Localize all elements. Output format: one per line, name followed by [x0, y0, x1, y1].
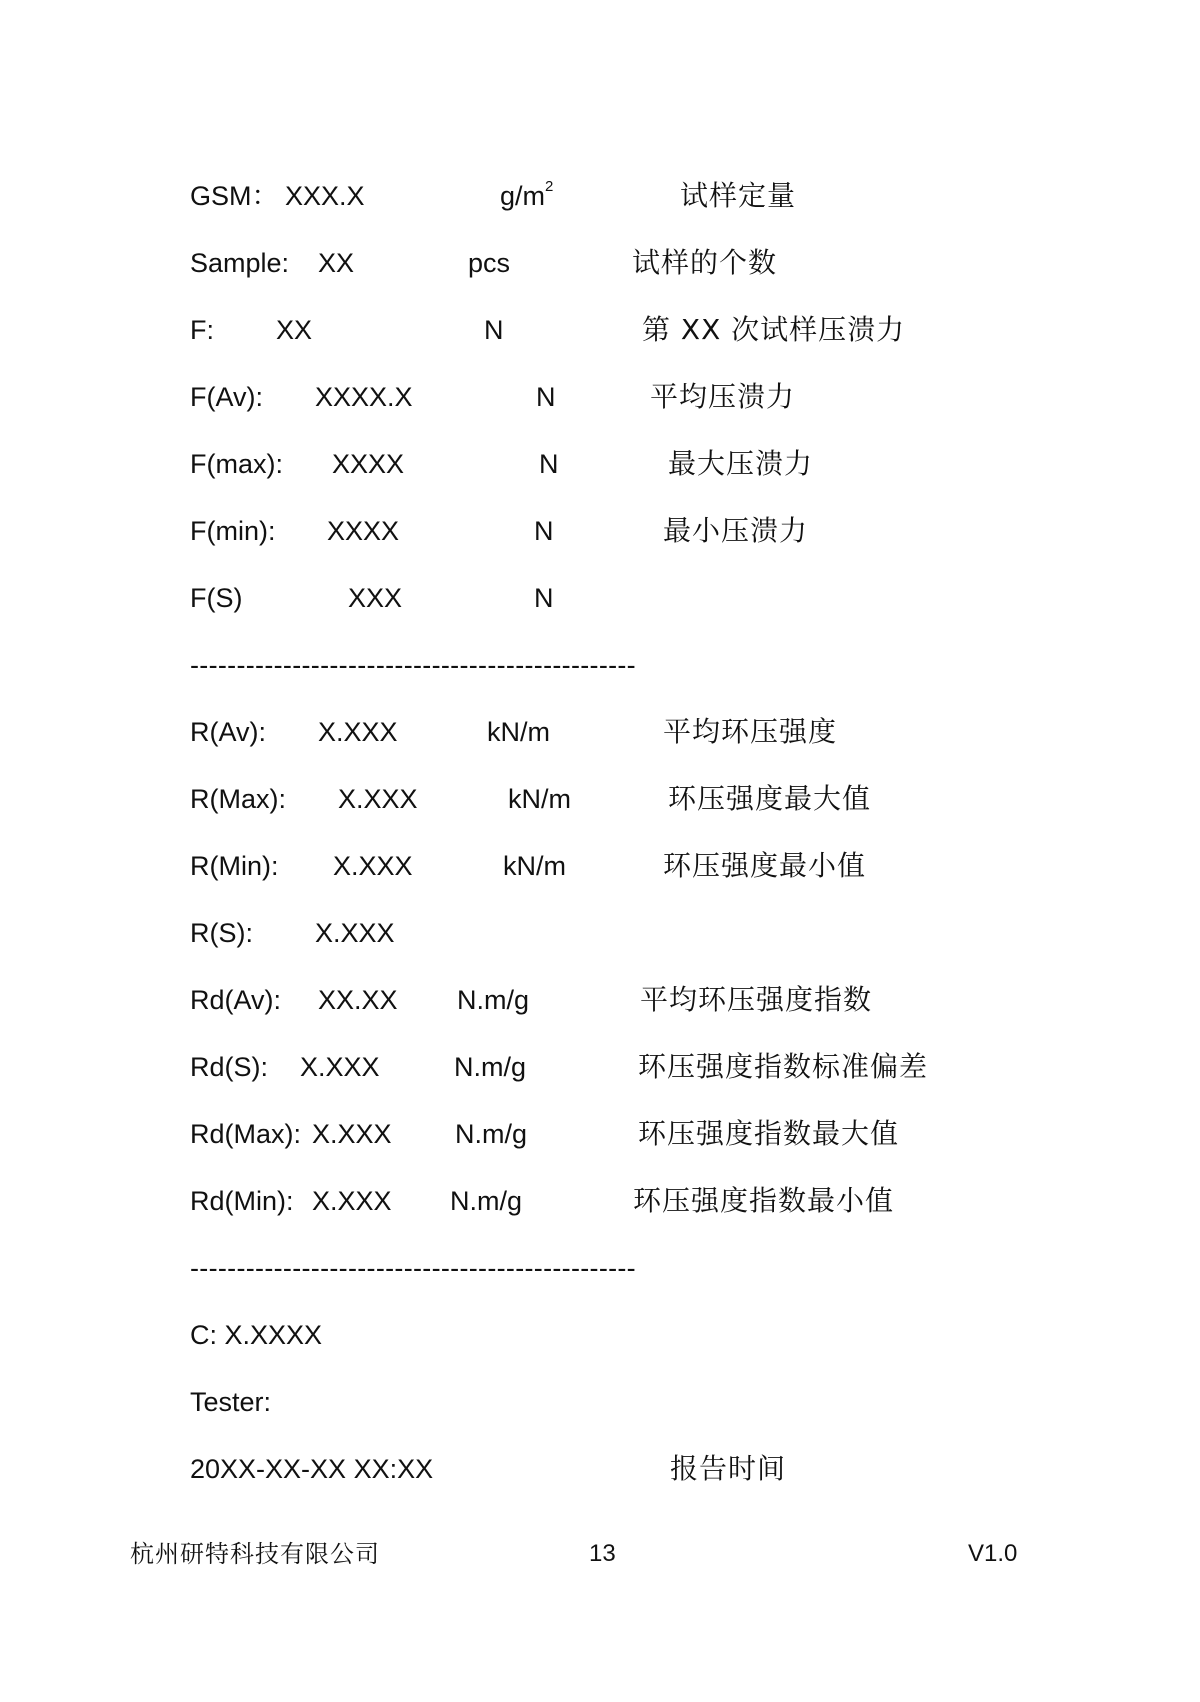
section-divider-1: ------------------------------------------------	[190, 650, 636, 680]
field-unit: N	[484, 315, 504, 345]
field-unit: N	[534, 516, 554, 546]
field-label: Rd(Min):	[190, 1186, 294, 1216]
field-label: Rd(Av):	[190, 985, 282, 1015]
footer-company: 杭州研特科技有限公司	[130, 1540, 380, 1568]
section-divider-2: ------------------------------------------------	[190, 1253, 636, 1283]
footer-page-number: 13	[589, 1540, 616, 1567]
field-description: 环压强度最大值	[668, 782, 872, 815]
field-description: 环压强度指数最大值	[638, 1117, 900, 1150]
field-unit: N	[536, 382, 556, 412]
field-label: Rd(S):	[190, 1052, 269, 1082]
field-value: XXX.X	[285, 181, 365, 211]
field-label: R(Min):	[190, 851, 279, 881]
field-unit: kN/m	[508, 784, 571, 814]
tester-label: Tester:	[190, 1387, 272, 1417]
field-description: 平均环压强度指数	[640, 983, 873, 1016]
field-value: X.XXX	[312, 1119, 392, 1149]
field-unit	[500, 176, 553, 216]
field-value: XX	[276, 315, 313, 345]
field-label: R(S):	[190, 918, 253, 948]
field-unit: N	[539, 449, 559, 479]
field-unit: N	[534, 583, 554, 613]
field-value: XXX	[348, 583, 403, 613]
field-unit: N.m/g	[455, 1119, 528, 1149]
field-unit: N.m/g	[450, 1186, 523, 1216]
field-value: X.XXX	[312, 1186, 392, 1216]
unit-superscript: 2	[545, 178, 554, 195]
unit-text: g/m	[500, 181, 546, 211]
field-value: XX	[318, 248, 355, 278]
field-label: F(min):	[190, 516, 276, 546]
field-description: 平均环压强度	[663, 715, 838, 748]
field-value: XXXX.X	[315, 382, 413, 412]
field-description: 环压强度指数标准偏差	[638, 1050, 929, 1083]
field-value: XXXX	[327, 516, 400, 546]
field-description: 最大压溃力	[668, 447, 814, 480]
report-time-value: 20XX-XX-XX XX:XX	[190, 1454, 434, 1484]
field-unit: kN/m	[503, 851, 566, 881]
report-time-description: 报告时间	[670, 1452, 787, 1485]
field-description: 试样的个数	[632, 246, 778, 279]
field-value: XXXX	[332, 449, 405, 479]
field-label: F(S)	[190, 583, 243, 613]
field-label: R(Max):	[190, 784, 286, 814]
field-unit: kN/m	[487, 717, 550, 747]
field-label: GSM：	[190, 181, 279, 211]
field-label: F:	[190, 315, 214, 345]
field-unit: pcs	[468, 248, 511, 278]
field-value: X.XXX	[338, 784, 418, 814]
field-value: X.XXX	[318, 717, 398, 747]
field-label: F(max):	[190, 449, 283, 479]
field-description: 第 XX 次试样压溃力	[642, 313, 906, 346]
field-value: X.XXX	[333, 851, 413, 881]
field-value: X.XXX	[300, 1052, 380, 1082]
field-description: 平均压溃力	[650, 380, 796, 413]
field-label: F(Av):	[190, 382, 263, 412]
field-unit: N.m/g	[457, 985, 530, 1015]
field-description: 环压强度最小值	[663, 849, 867, 882]
field-label: R(Av):	[190, 717, 267, 747]
field-label: Sample:	[190, 248, 290, 278]
field-description: 最小压溃力	[663, 514, 809, 547]
field-unit: N.m/g	[454, 1052, 527, 1082]
coefficient-text: C: X.XXXX	[190, 1320, 323, 1350]
field-value: XX.XX	[318, 985, 398, 1015]
field-description: 环压强度指数最小值	[633, 1184, 895, 1217]
footer-version: V1.0	[968, 1540, 1018, 1567]
field-description: 试样定量	[680, 179, 797, 212]
field-label: Rd(Max):	[190, 1119, 302, 1149]
field-value: X.XXX	[315, 918, 395, 948]
